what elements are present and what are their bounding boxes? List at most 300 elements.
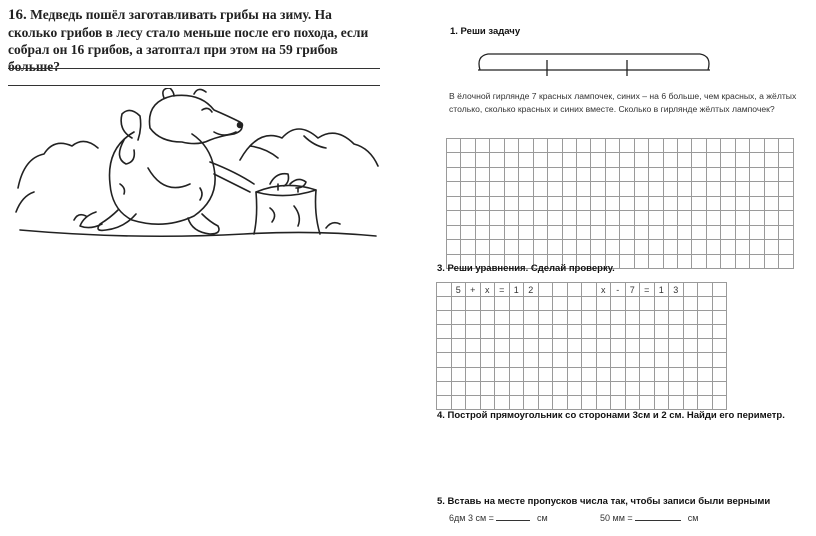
grid-cell[interactable] <box>750 211 764 225</box>
grid-cell[interactable] <box>625 367 640 381</box>
grid-cell[interactable] <box>524 395 539 409</box>
grid-cell[interactable] <box>663 211 677 225</box>
grid-cell[interactable] <box>447 153 461 167</box>
grid-cell[interactable]: 3 <box>669 283 684 297</box>
grid-cell[interactable] <box>582 367 597 381</box>
grid-cell[interactable] <box>669 325 684 339</box>
grid-cell[interactable] <box>548 153 562 167</box>
grid-cell[interactable] <box>692 254 706 268</box>
grid-cell[interactable] <box>437 353 452 367</box>
grid-cell[interactable] <box>451 395 466 409</box>
grid-cell[interactable] <box>553 339 568 353</box>
grid-cell[interactable] <box>625 395 640 409</box>
grid-cell[interactable] <box>649 254 663 268</box>
grid-cell[interactable] <box>678 153 692 167</box>
grid-cell[interactable] <box>649 139 663 153</box>
grid-cell[interactable] <box>620 196 634 210</box>
grid-cell[interactable] <box>683 367 698 381</box>
grid-cell[interactable] <box>490 211 504 225</box>
grid-cell[interactable] <box>567 395 582 409</box>
grid-cell[interactable] <box>735 254 749 268</box>
grid-cell[interactable] <box>475 167 489 181</box>
grid-cell[interactable] <box>475 182 489 196</box>
grid-cell[interactable] <box>640 325 655 339</box>
grid-cell[interactable] <box>683 339 698 353</box>
grid-cell[interactable] <box>735 196 749 210</box>
grid-cell[interactable] <box>764 254 778 268</box>
grid-cell[interactable] <box>698 367 713 381</box>
grid-cell[interactable] <box>437 339 452 353</box>
task-5-blank-2[interactable] <box>635 511 681 521</box>
grid-cell[interactable] <box>447 182 461 196</box>
grid-cell[interactable] <box>591 167 605 181</box>
grid-cell[interactable] <box>480 311 495 325</box>
grid-cell[interactable] <box>533 211 547 225</box>
grid-cell[interactable] <box>721 167 735 181</box>
grid-cell[interactable] <box>466 297 481 311</box>
grid-cell[interactable] <box>567 367 582 381</box>
grid-cell[interactable] <box>533 153 547 167</box>
grid-cell[interactable] <box>634 225 648 239</box>
grid-cell[interactable] <box>461 211 475 225</box>
grid-cell[interactable] <box>524 353 539 367</box>
grid-cell[interactable] <box>461 225 475 239</box>
equation-grid[interactable] <box>436 282 727 410</box>
grid-cell[interactable] <box>538 395 553 409</box>
grid-cell[interactable] <box>451 381 466 395</box>
grid-cell[interactable] <box>698 283 713 297</box>
grid-cell[interactable] <box>735 211 749 225</box>
grid-cell[interactable] <box>669 395 684 409</box>
grid-cell[interactable] <box>706 240 720 254</box>
grid-cell[interactable] <box>692 153 706 167</box>
grid-cell[interactable] <box>779 153 793 167</box>
grid-cell[interactable] <box>625 297 640 311</box>
grid-cell[interactable] <box>634 254 648 268</box>
grid-cell[interactable] <box>735 153 749 167</box>
grid-cell[interactable] <box>611 325 626 339</box>
grid-cell[interactable] <box>683 283 698 297</box>
grid-cell[interactable] <box>490 196 504 210</box>
grid-cell[interactable]: = <box>495 283 510 297</box>
grid-cell[interactable] <box>504 211 518 225</box>
grid-cell[interactable] <box>437 297 452 311</box>
grid-cell[interactable]: 7 <box>625 283 640 297</box>
grid-cell[interactable] <box>466 395 481 409</box>
grid-cell[interactable] <box>692 225 706 239</box>
grid-cell[interactable] <box>611 339 626 353</box>
grid-cell[interactable] <box>611 381 626 395</box>
grid-cell[interactable] <box>735 240 749 254</box>
grid-cell[interactable] <box>712 381 727 395</box>
grid-cell[interactable] <box>596 297 611 311</box>
grid-cell[interactable] <box>605 153 619 167</box>
grid-cell[interactable] <box>678 240 692 254</box>
grid-cell[interactable] <box>533 196 547 210</box>
grid-cell[interactable] <box>533 225 547 239</box>
grid-cell[interactable] <box>625 311 640 325</box>
grid-cell[interactable] <box>669 339 684 353</box>
grid-cell[interactable] <box>495 367 510 381</box>
grid-cell[interactable]: x <box>596 283 611 297</box>
grid-cell[interactable] <box>538 283 553 297</box>
grid-cell[interactable] <box>706 153 720 167</box>
grid-cell[interactable] <box>480 297 495 311</box>
grid-cell[interactable] <box>576 196 590 210</box>
grid-cell[interactable]: 1 <box>654 283 669 297</box>
grid-cell[interactable] <box>490 225 504 239</box>
grid-cell[interactable] <box>562 182 576 196</box>
grid-cell[interactable] <box>678 211 692 225</box>
grid-cell[interactable] <box>764 139 778 153</box>
grid-cell[interactable] <box>504 196 518 210</box>
grid-cell[interactable] <box>567 339 582 353</box>
grid-cell[interactable] <box>538 325 553 339</box>
grid-cell[interactable] <box>519 211 533 225</box>
grid-cell[interactable] <box>683 311 698 325</box>
grid-cell[interactable] <box>504 153 518 167</box>
grid-cell[interactable] <box>698 311 713 325</box>
grid-cell[interactable] <box>447 139 461 153</box>
grid-cell[interactable] <box>533 139 547 153</box>
grid-cell[interactable] <box>461 240 475 254</box>
grid-cell[interactable] <box>596 339 611 353</box>
grid-cell[interactable] <box>495 311 510 325</box>
grid-cell[interactable] <box>524 367 539 381</box>
grid-cell[interactable] <box>663 182 677 196</box>
grid-cell[interactable] <box>480 339 495 353</box>
grid-cell[interactable] <box>562 240 576 254</box>
grid-cell[interactable] <box>779 196 793 210</box>
grid-cell[interactable] <box>582 353 597 367</box>
grid-cell[interactable] <box>706 254 720 268</box>
grid-cell[interactable] <box>678 225 692 239</box>
grid-cell[interactable] <box>524 381 539 395</box>
grid-cell[interactable] <box>678 254 692 268</box>
grid-cell[interactable] <box>712 311 727 325</box>
grid-cell[interactable] <box>640 395 655 409</box>
grid-cell[interactable] <box>779 182 793 196</box>
grid-cell[interactable] <box>669 367 684 381</box>
grid-cell[interactable] <box>562 167 576 181</box>
grid-cell[interactable] <box>721 254 735 268</box>
grid-cell[interactable] <box>779 240 793 254</box>
grid-cell[interactable] <box>519 240 533 254</box>
grid-cell[interactable] <box>533 240 547 254</box>
grid-cell[interactable] <box>495 339 510 353</box>
grid-cell[interactable] <box>591 196 605 210</box>
grid-cell[interactable] <box>706 196 720 210</box>
grid-cell[interactable] <box>548 196 562 210</box>
grid-cell[interactable] <box>669 381 684 395</box>
grid-cell[interactable] <box>654 353 669 367</box>
grid-cell[interactable] <box>509 381 524 395</box>
grid-cell[interactable] <box>779 254 793 268</box>
grid-cell[interactable] <box>582 311 597 325</box>
grid-cell[interactable] <box>640 339 655 353</box>
grid-cell[interactable] <box>538 353 553 367</box>
grid-cell[interactable] <box>519 139 533 153</box>
grid-cell[interactable] <box>490 240 504 254</box>
grid-cell[interactable] <box>779 211 793 225</box>
grid-cell[interactable] <box>504 167 518 181</box>
grid-cell[interactable] <box>553 367 568 381</box>
grid-cell[interactable] <box>519 196 533 210</box>
grid-cell[interactable] <box>634 167 648 181</box>
grid-cell[interactable]: - <box>611 283 626 297</box>
grid-cell[interactable] <box>605 211 619 225</box>
grid-cell[interactable] <box>620 240 634 254</box>
grid-cell[interactable] <box>480 325 495 339</box>
grid-cell[interactable] <box>461 167 475 181</box>
grid-cell[interactable] <box>576 225 590 239</box>
grid-cell[interactable] <box>712 283 727 297</box>
grid-cell[interactable] <box>712 297 727 311</box>
task-5-blank-1[interactable] <box>496 511 530 521</box>
grid-cell[interactable] <box>692 211 706 225</box>
grid-cell[interactable] <box>634 139 648 153</box>
grid-cell[interactable] <box>562 153 576 167</box>
grid-cell[interactable] <box>451 339 466 353</box>
grid-cell[interactable] <box>620 182 634 196</box>
grid-cell[interactable] <box>721 139 735 153</box>
grid-cell[interactable] <box>698 339 713 353</box>
grid-cell[interactable] <box>649 196 663 210</box>
grid-cell[interactable] <box>634 196 648 210</box>
grid-cell[interactable] <box>548 225 562 239</box>
grid-cell[interactable] <box>683 381 698 395</box>
grid-cell[interactable] <box>466 367 481 381</box>
grid-cell[interactable] <box>447 240 461 254</box>
grid-cell[interactable] <box>683 297 698 311</box>
grid-cell[interactable] <box>519 167 533 181</box>
grid-cell[interactable] <box>611 311 626 325</box>
grid-cell[interactable] <box>461 153 475 167</box>
grid-cell[interactable] <box>562 139 576 153</box>
grid-cell[interactable] <box>735 139 749 153</box>
grid-cell[interactable] <box>721 196 735 210</box>
grid-cell[interactable] <box>750 167 764 181</box>
grid-cell[interactable] <box>466 381 481 395</box>
grid-cell[interactable] <box>548 167 562 181</box>
grid-cell[interactable] <box>451 325 466 339</box>
grid-cell[interactable] <box>712 395 727 409</box>
grid-cell[interactable] <box>582 283 597 297</box>
grid-cell[interactable] <box>567 381 582 395</box>
grid-cell[interactable] <box>750 240 764 254</box>
grid-cell[interactable] <box>548 240 562 254</box>
grid-cell[interactable] <box>461 196 475 210</box>
grid-cell[interactable] <box>553 325 568 339</box>
grid-cell[interactable] <box>576 182 590 196</box>
grid-cell[interactable] <box>712 367 727 381</box>
grid-cell[interactable] <box>490 139 504 153</box>
grid-cell[interactable] <box>706 225 720 239</box>
grid-cell[interactable] <box>475 211 489 225</box>
grid-cell[interactable] <box>524 311 539 325</box>
grid-cell[interactable] <box>721 240 735 254</box>
grid-cell[interactable] <box>504 225 518 239</box>
grid-cell[interactable] <box>654 339 669 353</box>
grid-cell[interactable] <box>640 297 655 311</box>
grid-cell[interactable] <box>640 311 655 325</box>
grid-cell[interactable] <box>692 196 706 210</box>
grid-cell[interactable] <box>654 367 669 381</box>
grid-cell[interactable] <box>509 339 524 353</box>
grid-cell[interactable] <box>591 153 605 167</box>
grid-cell[interactable] <box>678 167 692 181</box>
grid-cell[interactable] <box>596 367 611 381</box>
grid-cell[interactable] <box>451 353 466 367</box>
grid-cell[interactable] <box>548 182 562 196</box>
grid-cell[interactable] <box>605 182 619 196</box>
grid-cell[interactable] <box>764 240 778 254</box>
grid-cell[interactable] <box>596 311 611 325</box>
grid-cell[interactable] <box>698 395 713 409</box>
grid-cell[interactable] <box>437 367 452 381</box>
grid-cell[interactable] <box>692 182 706 196</box>
grid-cell[interactable] <box>678 139 692 153</box>
grid-cell[interactable] <box>504 240 518 254</box>
grid-cell[interactable] <box>750 196 764 210</box>
grid-cell[interactable] <box>620 254 634 268</box>
grid-cell[interactable] <box>567 297 582 311</box>
grid-cell[interactable] <box>480 381 495 395</box>
grid-cell[interactable] <box>721 225 735 239</box>
grid-cell[interactable]: 5 <box>451 283 466 297</box>
grid-cell[interactable] <box>466 325 481 339</box>
grid-cell[interactable] <box>553 311 568 325</box>
grid-cell[interactable] <box>567 311 582 325</box>
grid-cell[interactable] <box>509 311 524 325</box>
grid-cell[interactable] <box>706 167 720 181</box>
grid-cell[interactable]: = <box>640 283 655 297</box>
grid-cell[interactable] <box>764 167 778 181</box>
grid-cell[interactable] <box>663 225 677 239</box>
grid-cell[interactable] <box>663 240 677 254</box>
grid-cell[interactable] <box>712 339 727 353</box>
grid-cell[interactable] <box>698 325 713 339</box>
grid-cell[interactable] <box>663 254 677 268</box>
grid-cell[interactable] <box>596 395 611 409</box>
grid-cell[interactable] <box>663 153 677 167</box>
grid-cell[interactable] <box>461 182 475 196</box>
grid-cell[interactable] <box>461 139 475 153</box>
grid-cell[interactable] <box>519 225 533 239</box>
grid-cell[interactable] <box>654 325 669 339</box>
grid-cell[interactable] <box>538 297 553 311</box>
grid-cell[interactable] <box>625 353 640 367</box>
grid-cell[interactable] <box>640 353 655 367</box>
grid-cell[interactable] <box>611 395 626 409</box>
grid-cell[interactable] <box>567 283 582 297</box>
grid-cell[interactable] <box>504 139 518 153</box>
grid-cell[interactable] <box>553 381 568 395</box>
grid-cell[interactable]: x <box>480 283 495 297</box>
grid-cell[interactable] <box>524 339 539 353</box>
grid-cell[interactable] <box>519 153 533 167</box>
grid-cell[interactable] <box>548 139 562 153</box>
grid-cell[interactable] <box>451 311 466 325</box>
grid-cell[interactable] <box>576 240 590 254</box>
grid-cell[interactable] <box>451 297 466 311</box>
grid-cell[interactable] <box>649 211 663 225</box>
grid-cell[interactable] <box>591 139 605 153</box>
grid-cell[interactable] <box>495 381 510 395</box>
grid-cell[interactable]: + <box>466 283 481 297</box>
grid-cell[interactable] <box>654 395 669 409</box>
grid-cell[interactable] <box>553 395 568 409</box>
grid-cell[interactable] <box>553 353 568 367</box>
grid-cell[interactable] <box>538 381 553 395</box>
grid-cell[interactable] <box>620 225 634 239</box>
grid-cell[interactable] <box>582 395 597 409</box>
grid-cell[interactable] <box>611 353 626 367</box>
grid-cell[interactable] <box>634 240 648 254</box>
grid-cell[interactable] <box>562 225 576 239</box>
grid-cell[interactable] <box>447 225 461 239</box>
grid-cell[interactable] <box>611 297 626 311</box>
grid-cell[interactable] <box>509 367 524 381</box>
grid-cell[interactable] <box>437 311 452 325</box>
grid-cell[interactable] <box>712 353 727 367</box>
grid-cell[interactable] <box>504 182 518 196</box>
grid-cell[interactable] <box>706 139 720 153</box>
grid-cell[interactable] <box>553 297 568 311</box>
grid-cell[interactable] <box>750 254 764 268</box>
grid-cell[interactable] <box>538 367 553 381</box>
grid-cell[interactable] <box>519 182 533 196</box>
grid-cell[interactable] <box>698 353 713 367</box>
grid-cell[interactable] <box>750 225 764 239</box>
grid-cell[interactable] <box>692 167 706 181</box>
grid-cell[interactable] <box>475 139 489 153</box>
grid-cell[interactable] <box>654 381 669 395</box>
grid-cell[interactable] <box>495 297 510 311</box>
grid-cell[interactable] <box>625 339 640 353</box>
grid-cell[interactable] <box>698 297 713 311</box>
grid-cell[interactable] <box>683 325 698 339</box>
grid-cell[interactable]: 1 <box>509 283 524 297</box>
grid-cell[interactable] <box>562 211 576 225</box>
grid-cell[interactable] <box>596 325 611 339</box>
grid-cell[interactable] <box>721 153 735 167</box>
grid-cell[interactable] <box>625 381 640 395</box>
grid-cell[interactable] <box>591 182 605 196</box>
grid-cell[interactable] <box>669 353 684 367</box>
grid-cell[interactable] <box>605 240 619 254</box>
grid-cell[interactable] <box>678 182 692 196</box>
grid-cell[interactable] <box>538 311 553 325</box>
grid-cell[interactable] <box>750 153 764 167</box>
grid-cell[interactable] <box>683 395 698 409</box>
grid-cell[interactable] <box>634 153 648 167</box>
grid-cell[interactable] <box>764 182 778 196</box>
grid-cell[interactable] <box>562 196 576 210</box>
grid-cell[interactable] <box>447 196 461 210</box>
grid-cell[interactable] <box>663 196 677 210</box>
grid-cell[interactable] <box>750 139 764 153</box>
grid-cell[interactable] <box>764 153 778 167</box>
grid-cell[interactable] <box>567 325 582 339</box>
grid-cell[interactable] <box>480 395 495 409</box>
grid-cell[interactable] <box>735 225 749 239</box>
grid-cell[interactable] <box>591 211 605 225</box>
grid-cell[interactable] <box>634 182 648 196</box>
grid-cell[interactable] <box>567 353 582 367</box>
grid-cell[interactable] <box>605 225 619 239</box>
grid-cell[interactable] <box>466 311 481 325</box>
